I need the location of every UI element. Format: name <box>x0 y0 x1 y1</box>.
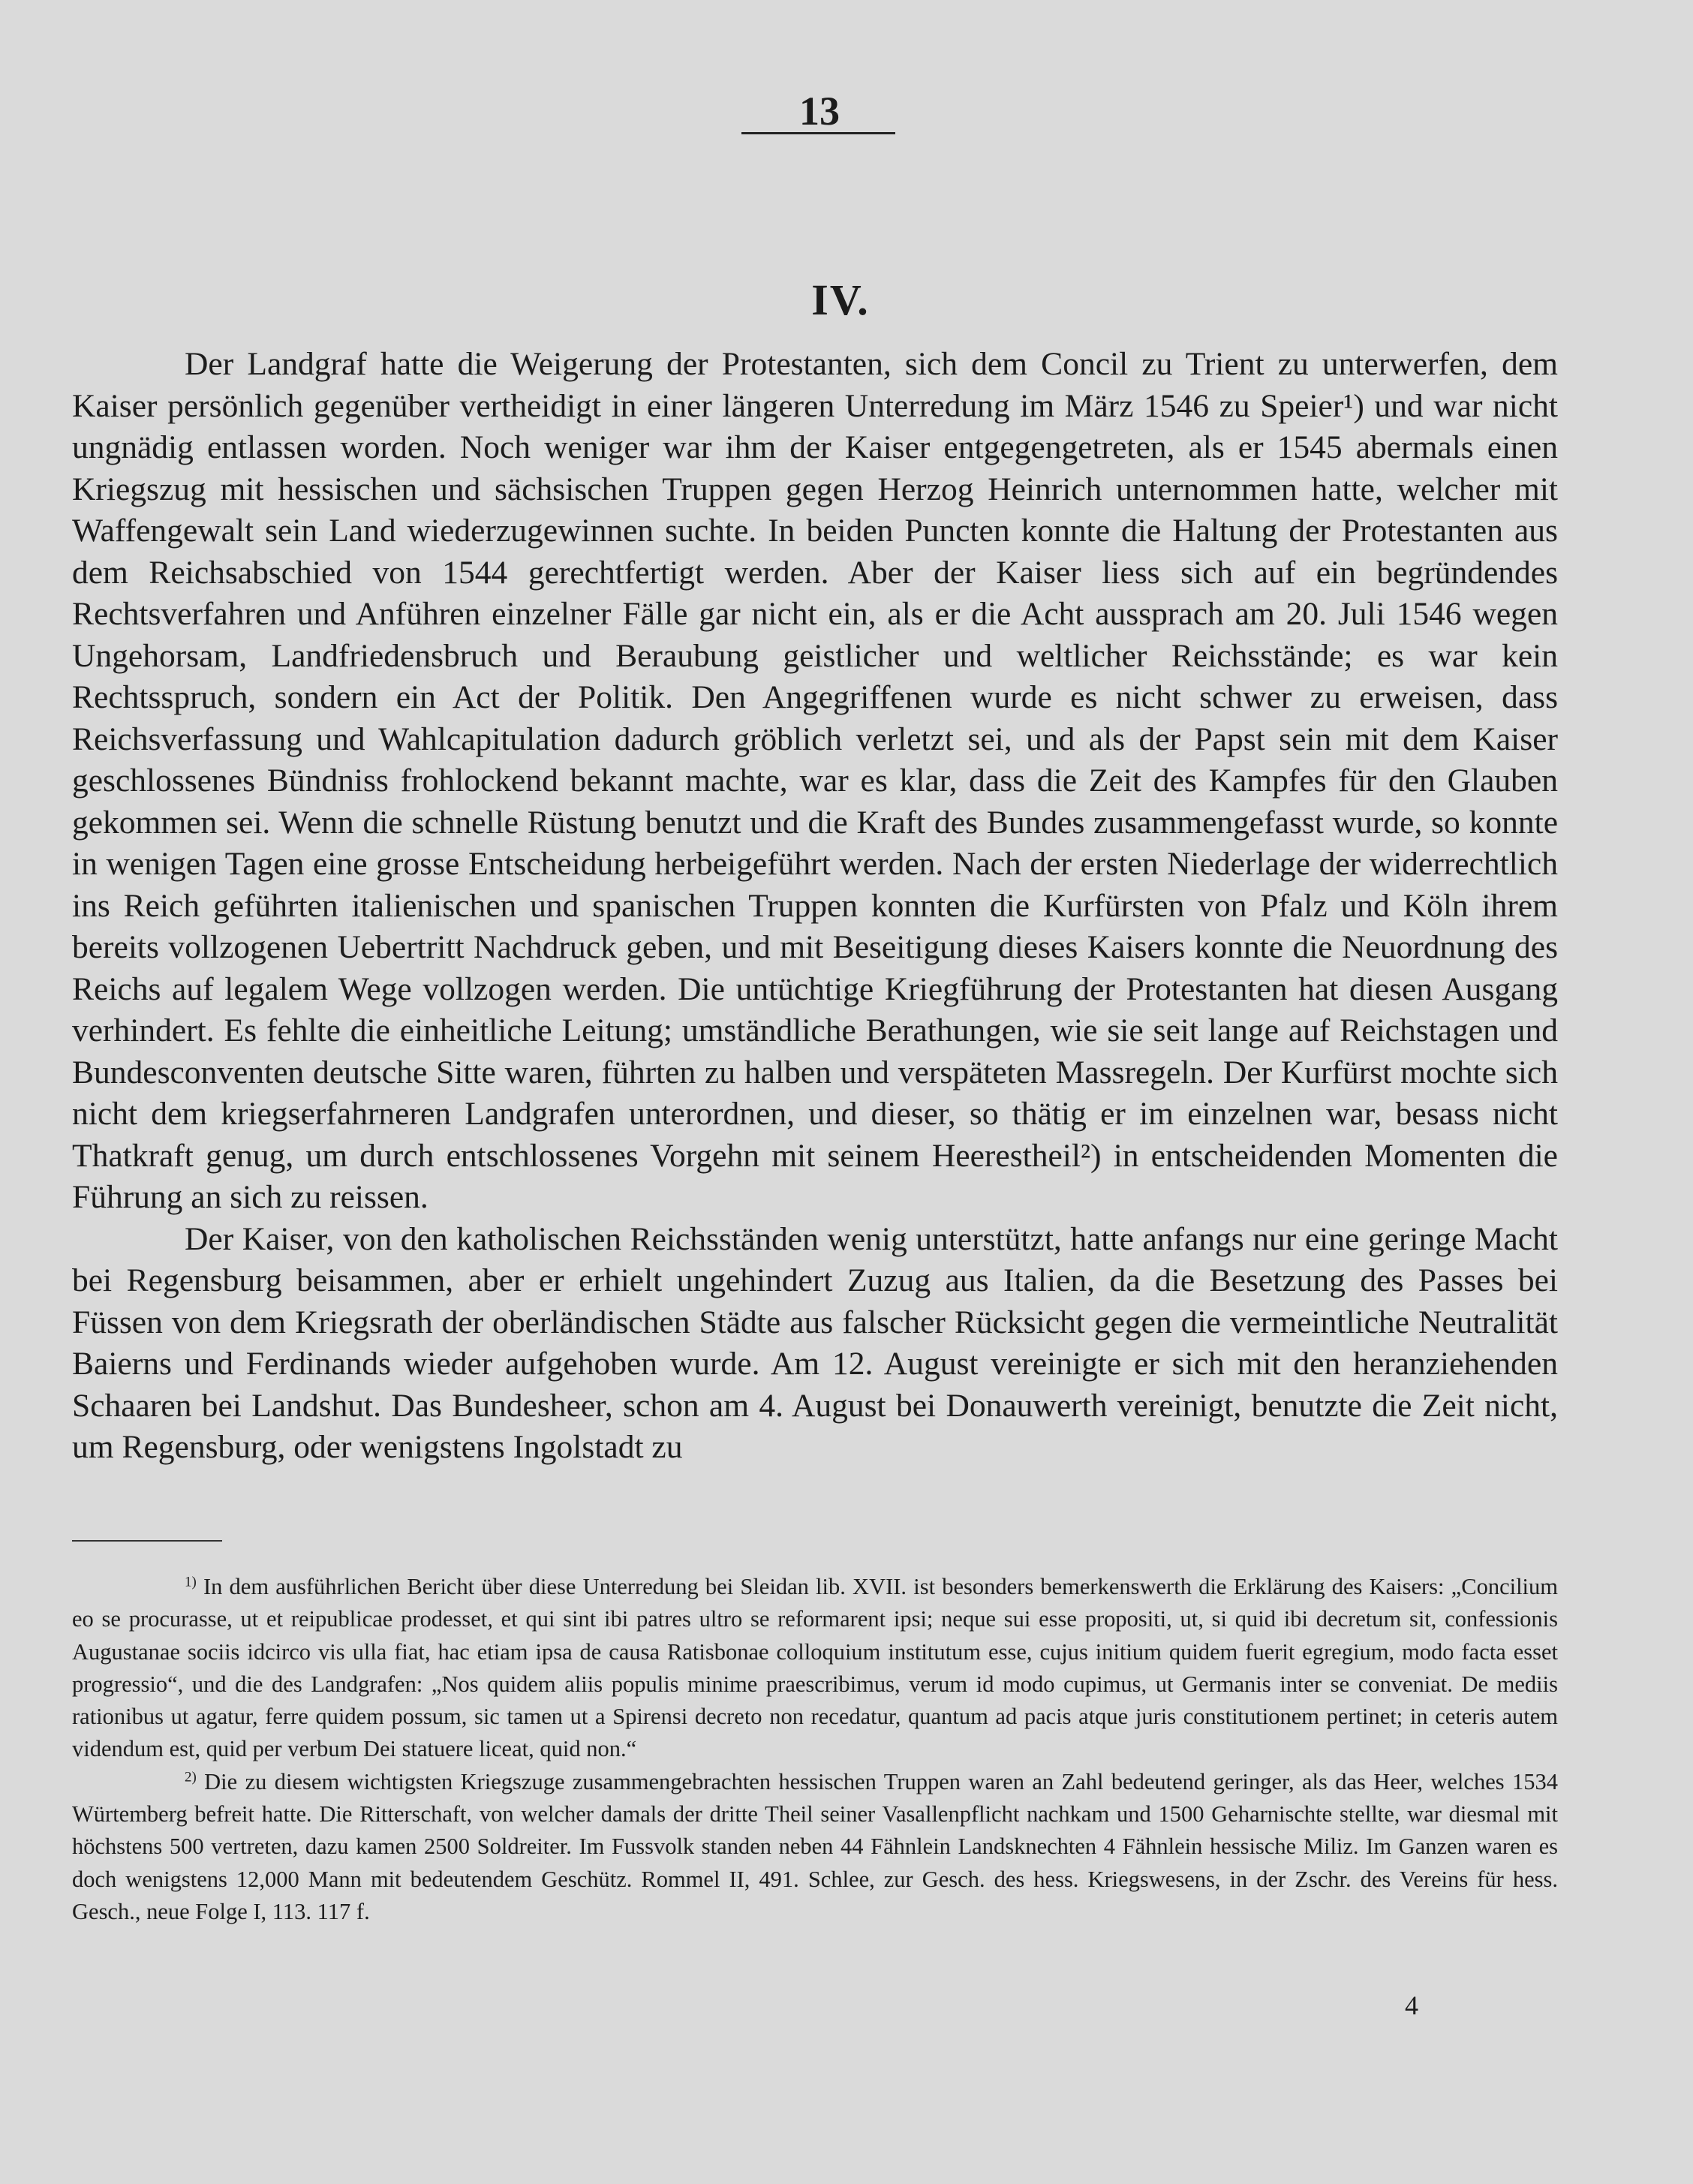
page-number-rule <box>741 132 895 134</box>
paragraph-2: Der Kaiser, von den katholischen Reichsständen wenig unterstützt, hatte anfangs nur eine geringe Macht bei Regensburg beisammen, aber er erhielt ungehindert Zuzug aus Italien, da die Besetzung des Passes bei Füssen von dem Kriegsrath der oberländischen Städte aus falscher Rücksicht gegen die vermeintliche Neutralität Baierns und Ferdinands wieder aufgehoben wurde. Am 12. August vereinigte er sich mit den heranziehenden Schaaren bei Landshut. Das Bundesheer, schon am 4. August bei Donauwerth vereinigt, benutzte die Zeit nicht, um Regensburg, oder wenigstens Ingolstadt zu <box>72 1220 1558 1465</box>
footnotes <box>72 1571 1558 1928</box>
signature-mark: 4 <box>1405 1990 1418 2020</box>
footnote-1-marker: 1) <box>185 1574 197 1590</box>
paragraph-1: Der Landgraf hatte die Weigerung der Protestanten, sich dem Concil zu Trient zu unterwerfen, dem Kaiser persönlich gegenüber vertheidigt in einer längeren Unterredung im März 1546 zu Speier¹) und war nicht ungnädig entlassen worden. Noch weniger war ihm der Kaiser entgegengetreten, als er 1545 abermals einen Kriegszug mit hessischen und sächsischen Truppen gegen Herzog Heinrich unternommen hatte, welcher mit Waffengewalt sein Land wiederzugewinnen suchte. In beiden Puncten konnte die Haltung der Protestanten aus dem Reichsabschied von 1544 gerechtfertigt werden. Aber der Kaiser liess sich auf ein begründendes Rechtsverfahren und Anführen einzelner Fälle gar nicht ein, als er die Acht aussprach am 20. Juli 1546 wegen Ungehorsam, Landfriedensbruch und Beraubung geistlicher und weltlicher Reichsstände; es war kein Rechtsspruch, sondern ein Act der Politik. Den Angegriffenen wurde es nicht schwer zu erweisen, dass Reichsverfassung und Wahlcapitulation dadurch gröblich verletzt sei, und als der Papst sein mit dem Kaiser geschlossenes Bündniss frohlockend bekannt machte, war es klar, dass die Zeit des Kampfes für den Glauben gekommen sei. Wenn die schnelle Rüstung benutzt und die Kraft des Bundes zusammengefasst wurde, so konnte in wenigen Tagen eine grosse Entscheidung herbeigeführt werden. Nach der ersten Niederlage der widerrechtlich ins Reich geführten italienischen und spanischen Truppen konnten die Kurfürsten von Pfalz und Köln ihrem bereits vollzogenen Uebertritt Nachdruck geben, und mit Beseitigung dieses Kaisers konnte die Neuordnung des Reichs auf legalem Wege vollzogen werden. Die untüchtige Kriegführung der Protestanten hat diesen Ausgang verhindert. Es fehlte die einheitliche Leitung; umständliche Berathungen, wie sie seit lange auf Reichstagen und Bundesconventen deutsche Sitte waren, führten zu halben und verspäteten Massregeln. Der Kurfürst mochte sich nicht dem kriegserfahrneren Landgrafen unterordnen, und dieser, so thätig er im einzelnen war, besass nicht Thatkraft genug, um durch entschlossenes Vorgehn mit seinem Heerestheil²) in entscheidenden Momenten die Führung an sich zu reissen. <box>72 346 1558 1215</box>
footnote-1 <box>72 1571 1558 1766</box>
footnote-separator <box>72 1540 222 1542</box>
section-heading: IV. <box>811 275 870 324</box>
footnote-2 <box>72 1766 1558 1928</box>
main-text <box>72 344 1558 1469</box>
footnote-2-marker: 2) <box>185 1769 197 1785</box>
footnote-1-text: In dem ausführlichen Bericht über diese Unterredung bei Sleidan lib. XVII. ist besonders bemerkenswerth die Erklärung des Kaisers: „Concilium eo se procurasse, ut et reipublicae prodesset, et qui sint ibi patres ultro se reformarent ipsi; neque sui esse propositi, ut, si quid ibi decretum sit, confessionis Augustanae sociis idcirco vis ulla fiat, hac etiam ipsa de causa Ratisbonae colloquium institutum esse, cujus initium quidem fuerit egregium, modo facta esset progressio“, und die des Landgrafen: „Nos quidem aliis populis minime praescribimus, verum id modo cupimus, ut Germanis inter se conveniat. De mediis rationibus ut agatur, ferre quidem possum, sic tamen ut a Spirensi decreto non recedatur, quantum ad pacis atque juris constitutionem pertinet; in ceteris autem videndum est, quid per verbum Dei statuere liceat, quid non.“ <box>72 1574 1559 1762</box>
page-number: 13 <box>799 89 840 134</box>
footnote-2-text: Die zu diesem wichtigsten Kriegszuge zusammengebrachten hessischen Truppen waren an Zahl bedeutend geringer, als das Heer, welches 1534 Würtemberg befreit hatte. Die Ritterschaft, von welcher damals der dritte Theil seiner Vasallenpflicht nachkam und 1500 Geharnischte stellte, war diesmal mit höchstens 500 vertreten, dazu kamen 2500 Soldreiter. Im Fussvolk standen neben 44 Fähnlein Landsknechten 4 Fähnlein hessische Miliz. Im Ganzen waren es doch wenigstens 12,000 Mann mit bedeutendem Geschütz. Rommel II, 491. Schlee, zur Gesch. des hess. Kriegswesens, in der Zschr. des Vereins für hess. Gesch., neue Folge I, 113. 117 f. <box>72 1768 1559 1924</box>
